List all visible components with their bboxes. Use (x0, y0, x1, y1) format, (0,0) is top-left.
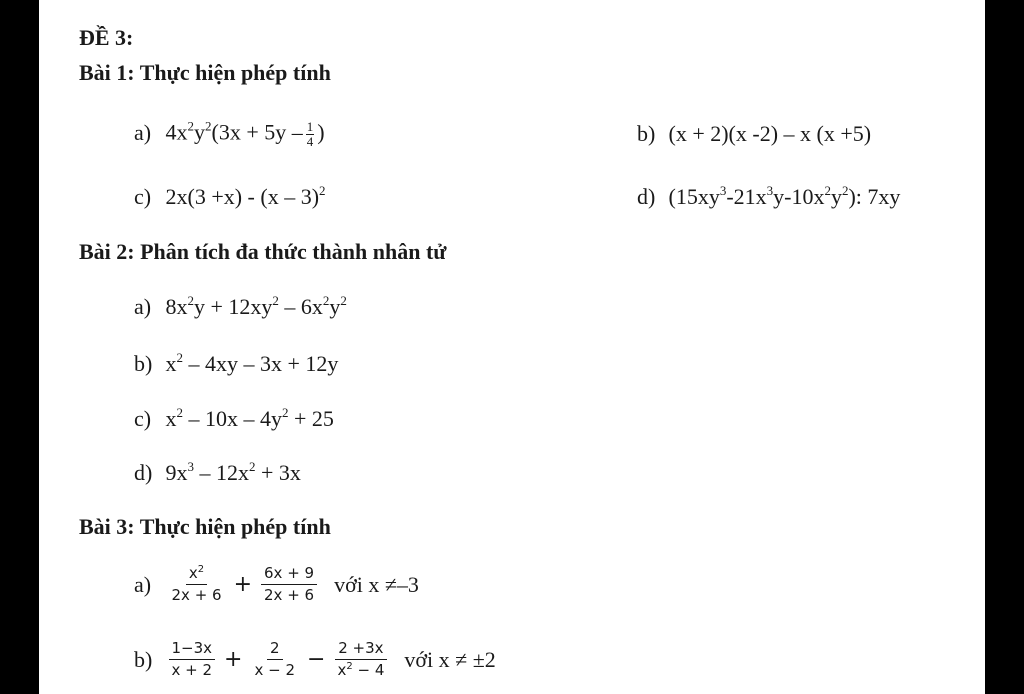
expr-part: 2x(3 +x) - (x – 3) (165, 184, 320, 209)
expr-part: y-10x (773, 184, 825, 209)
expr-part: y + 12xy (194, 294, 273, 319)
problem-2d (134, 461, 301, 485)
problem-label: b) (134, 646, 153, 672)
fraction-denominator: 2x + 6 (264, 586, 315, 604)
expr-part: 4x (165, 119, 188, 145)
expr-part: x (188, 564, 198, 582)
fraction (251, 640, 298, 679)
exponent: 2 (319, 183, 326, 198)
exponent: 2 (272, 293, 279, 308)
condition-text: với x ≠–3 (334, 571, 419, 597)
fraction-numerator (186, 565, 207, 585)
expr-part: (3x + 5y – (211, 119, 303, 145)
problem-2b (134, 352, 338, 376)
exponent: 2 (187, 118, 194, 134)
problem-1a (134, 120, 325, 149)
expr-part: ): 7xy (848, 184, 901, 209)
expr-part: x (337, 661, 347, 679)
exponent: 2 (282, 405, 289, 420)
exponent: 2 (322, 293, 330, 308)
fraction-numerator: 2 (267, 640, 283, 660)
fraction-denominator: x − 2 (254, 661, 296, 679)
expr-part: x (165, 406, 177, 431)
operator: − (307, 646, 326, 672)
fraction-numerator: 2 +3x (335, 640, 386, 660)
fraction (334, 640, 387, 679)
operator: + (233, 571, 253, 597)
expr-part: 9x (165, 460, 188, 485)
section-2-heading: Bài 2: Phân tích đa thức thành nhân tử (79, 239, 447, 264)
problem-label: b) (134, 351, 153, 376)
exponent: 2 (176, 350, 183, 365)
fraction-numerator: 6x + 9 (261, 565, 317, 585)
expr-part: – 10x – 4y (183, 406, 282, 431)
exponent: 3 (766, 183, 774, 198)
document-page (39, 0, 985, 694)
exponent: 3 (719, 183, 727, 198)
exponent: 2 (824, 183, 831, 198)
fraction (169, 565, 225, 604)
problem-label: d) (637, 184, 656, 209)
expr-part: ) (317, 119, 325, 145)
expr-part: – 12x (194, 460, 249, 485)
expr-part: x (165, 351, 177, 376)
expr-part: 8x (165, 294, 188, 319)
operator: + (224, 646, 243, 672)
exam-title: ĐỀ 3: (79, 25, 134, 50)
fraction-denominator (334, 660, 387, 679)
problem-1d (637, 185, 900, 209)
expr-part: y (194, 119, 205, 145)
expr-part: -21x (726, 184, 767, 209)
expr-part: y (830, 184, 842, 209)
problem-label: a) (134, 294, 152, 319)
fraction-numerator: 1−3x (169, 640, 216, 660)
problem-1c (134, 185, 326, 209)
expr-part: y (329, 294, 341, 319)
expr-part: – 4xy – 3x + 12y (183, 351, 339, 376)
problem-3b (134, 640, 496, 679)
fraction-denominator: 4 (306, 134, 314, 149)
exponent: 3 (187, 459, 194, 474)
problem-2c (134, 407, 334, 431)
fraction (306, 120, 315, 149)
fraction-denominator: x + 2 (171, 661, 213, 679)
problem-label: a) (134, 119, 152, 145)
problem-label: b) (637, 121, 656, 146)
expr-part: + 25 (288, 406, 334, 431)
expr-part: − 4 (352, 661, 385, 679)
fraction (169, 640, 216, 679)
problem-label: a) (134, 571, 152, 597)
problem-2a (134, 295, 347, 319)
fraction (261, 565, 317, 604)
exponent: 2 (340, 293, 347, 308)
exponent: 2 (249, 459, 256, 474)
exponent: 2 (187, 293, 194, 308)
exponent: 2 (346, 661, 353, 672)
condition-text: với x ≠ ±2 (404, 646, 496, 672)
expr-part: – 6x (278, 294, 323, 319)
fraction-numerator: 1 (306, 119, 314, 134)
expr-part: (15xy (668, 184, 720, 209)
problem-1b (637, 122, 871, 146)
fraction-denominator: 2x + 6 (171, 586, 222, 604)
exponent: 2 (176, 405, 183, 420)
section-3-heading: Bài 3: Thực hiện phép tính (79, 514, 331, 539)
problem-label: d) (134, 460, 153, 485)
exponent: 2 (205, 118, 212, 134)
problem-label: c) (134, 184, 152, 209)
problem-label: c) (134, 406, 152, 431)
problem-3a (134, 565, 419, 604)
expr-part: (x + 2)(x -2) – x (x +5) (668, 121, 872, 146)
expr-part: + 3x (255, 460, 301, 485)
exponent: 2 (197, 564, 205, 575)
exponent: 2 (841, 183, 849, 198)
section-1-heading: Bài 1: Thực hiện phép tính (79, 60, 331, 85)
